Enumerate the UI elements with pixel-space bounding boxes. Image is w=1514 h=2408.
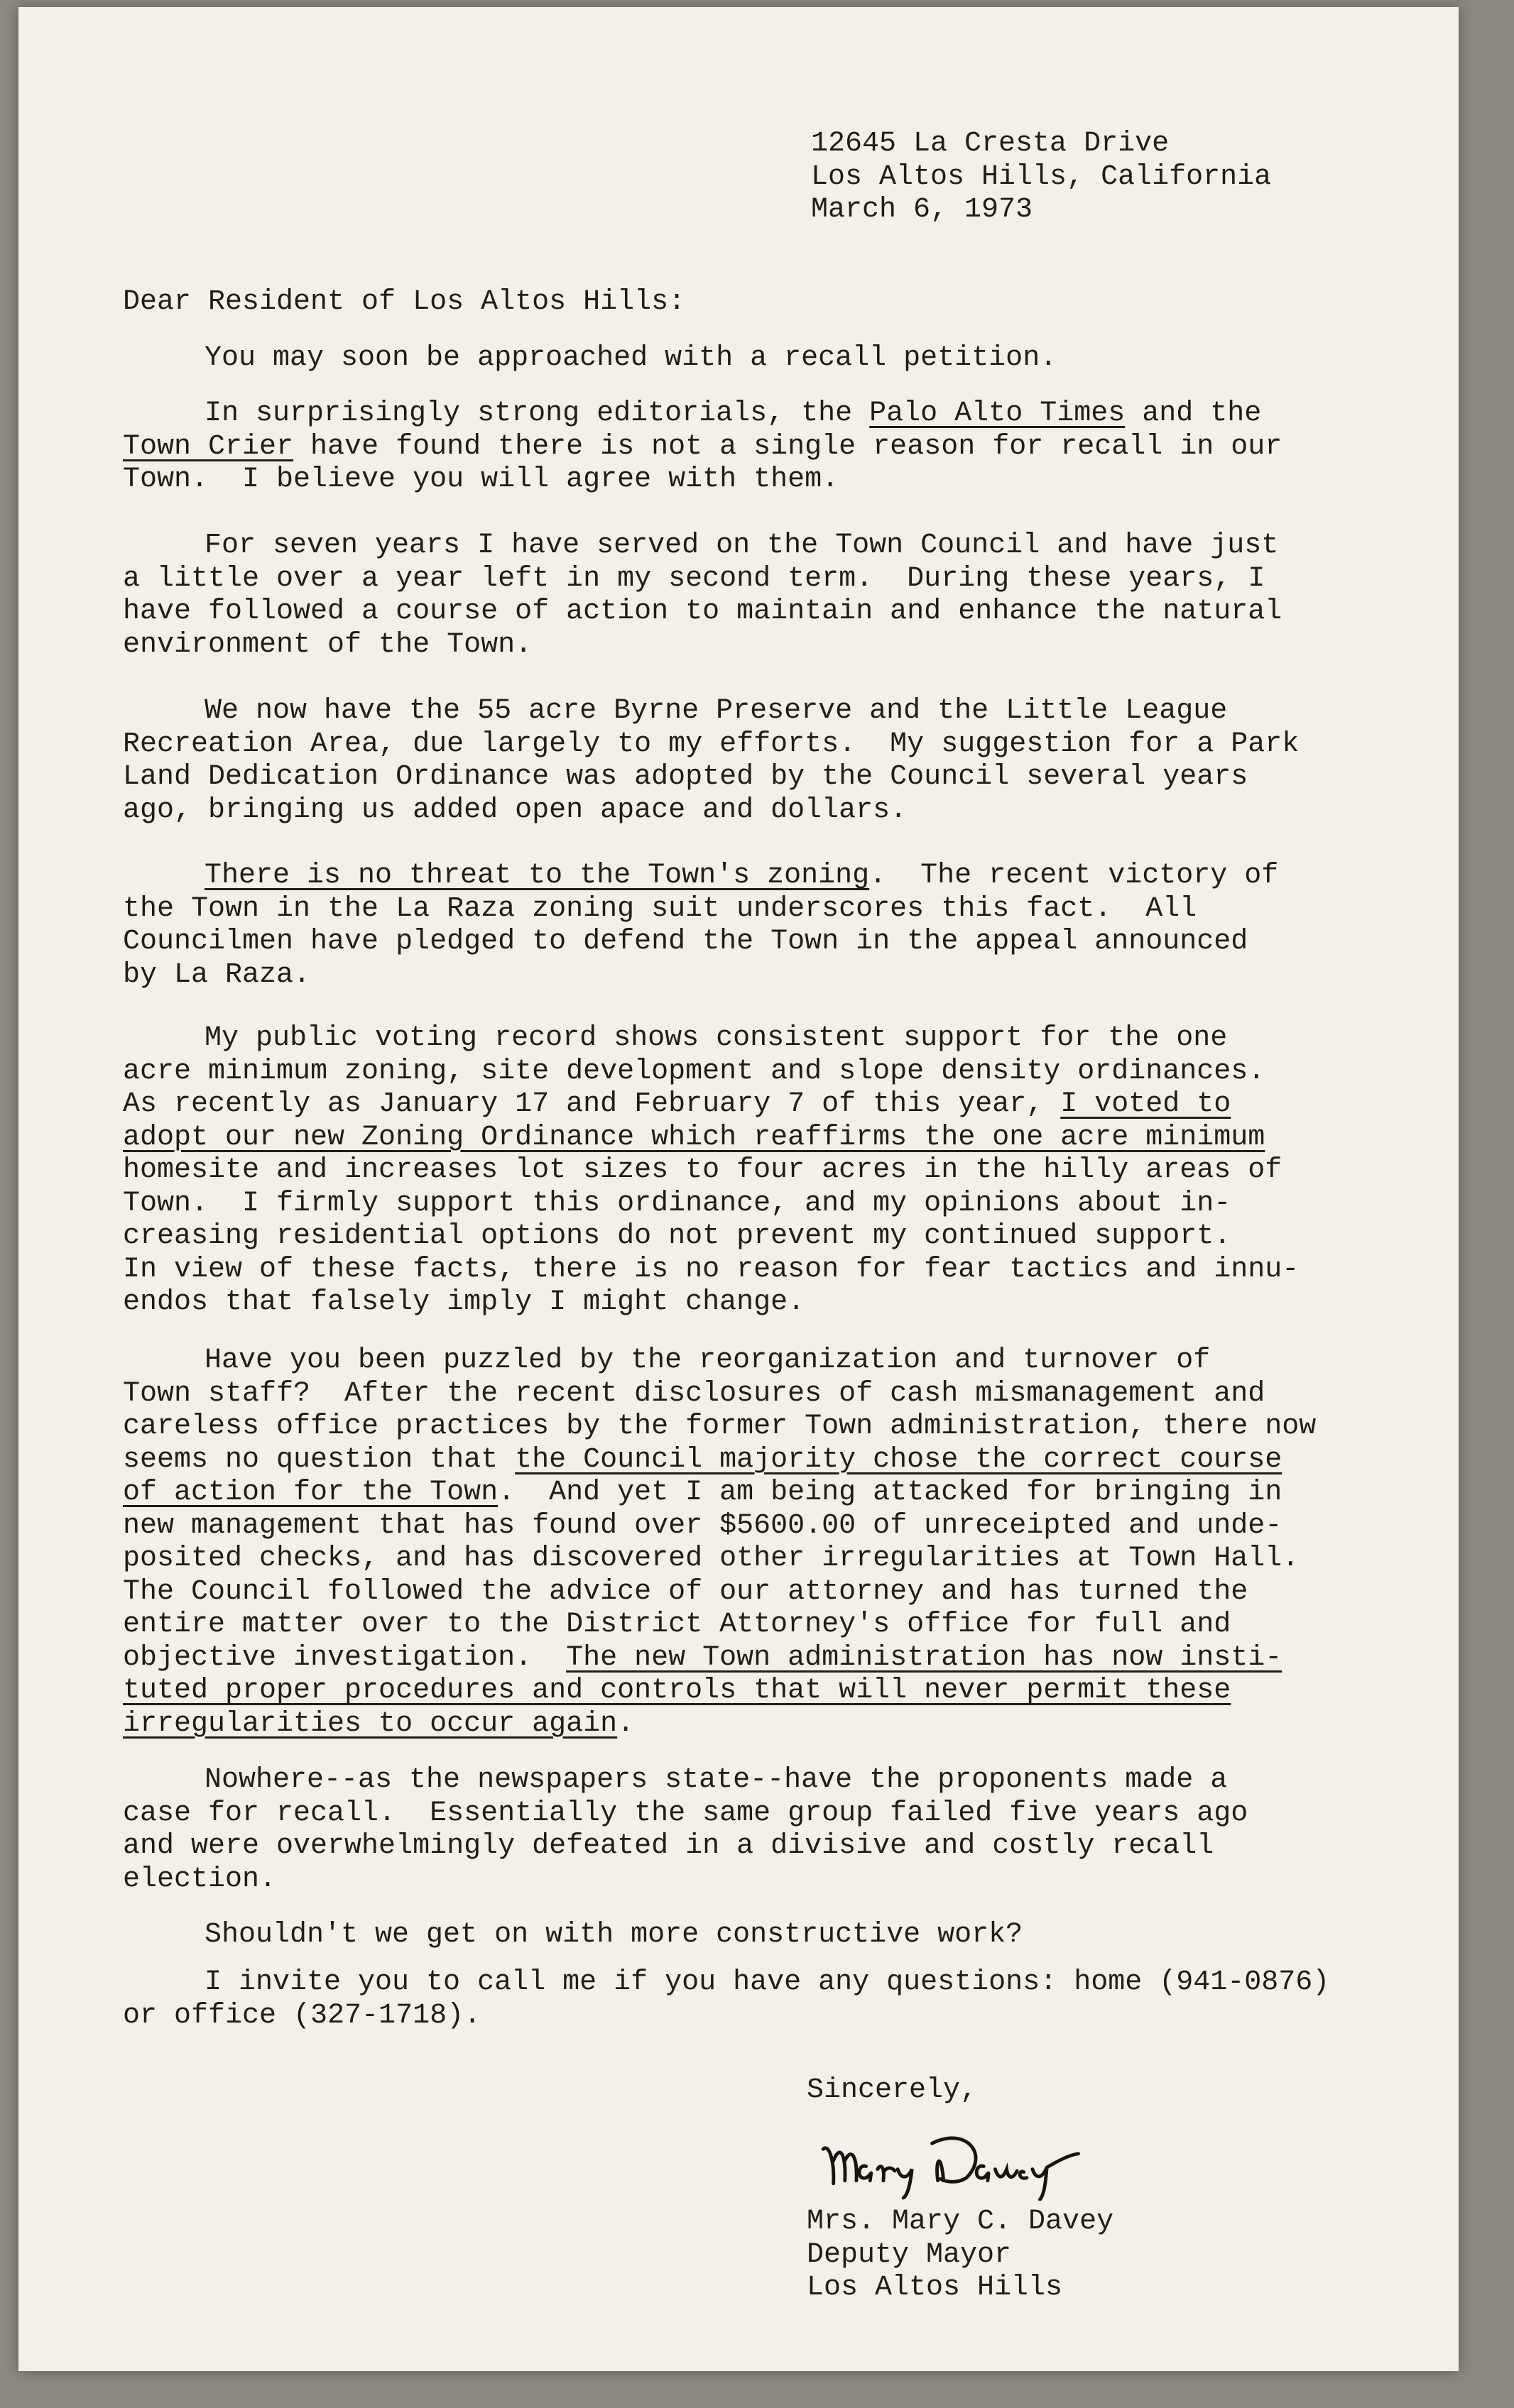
letter-date: March 6, 1973 <box>811 194 1033 226</box>
signer-name: Mrs. Mary C. Davey <box>807 2206 1114 2238</box>
text-line <box>123 1444 1316 1477</box>
text-segment: environment of the Town. <box>123 628 533 661</box>
text-line <box>123 1864 1248 1897</box>
text-segment: endos that falsely imply I might change. <box>123 1286 805 1318</box>
signer-town: Los Altos Hills <box>807 2272 1063 2304</box>
paragraph <box>123 1022 1299 1320</box>
text-segment: or office (327-1718). <box>123 1999 481 2032</box>
text-segment: As recently as January 17 and February 7 of this year, <box>123 1088 1061 1120</box>
text-segment: acre minimum zoning, site development and slope density ordinances. <box>123 1055 1265 1088</box>
text-line <box>123 728 1299 762</box>
text-segment: . <box>617 1707 635 1740</box>
text-segment: For seven years I have served on the Town Council and have just <box>205 530 1279 562</box>
paragraph <box>123 1764 1248 1896</box>
text-segment: My public voting record shows consistent support for the one <box>205 1022 1228 1054</box>
text-line <box>123 342 1057 376</box>
text-line <box>123 1543 1316 1576</box>
text-segment: In view of these facts, there is no reason for fear tactics and innu- <box>123 1253 1300 1286</box>
text-segment: seems no question that <box>123 1443 516 1476</box>
signature-image <box>817 2126 1187 2201</box>
text-line <box>123 596 1282 629</box>
text-segment: The Council followed the advice of our attorney and has turned the <box>123 1575 1248 1608</box>
text-line <box>123 1510 1316 1543</box>
text-line <box>123 1088 1299 1122</box>
text-segment: . And yet I am being attacked for bringing in <box>498 1477 1282 1509</box>
text-line <box>123 1254 1299 1287</box>
underlined-text: the Council majority chose the correct course <box>515 1443 1282 1476</box>
text-segment: Nowhere--as the newspapers state--have the proponents made a <box>205 1764 1228 1796</box>
text-segment: and were overwhelmingly defeated in a divisive and costly recall <box>123 1830 1214 1862</box>
underlined-text: Town Crier <box>123 430 294 463</box>
text-line <box>123 629 1282 662</box>
text-segment: careless office practices by the former Town administration, there now <box>123 1411 1317 1443</box>
text-line <box>123 1188 1299 1221</box>
text-line <box>123 1675 1316 1708</box>
text-segment: Recreation Area, due largely to my efforts. My suggestion for a Park <box>123 728 1300 760</box>
text-segment: Town. I firmly support this ordinance, and my opinions about in- <box>123 1187 1231 1220</box>
text-segment: case for recall. Essentially the same group failed five years ago <box>123 1797 1248 1829</box>
paragraph <box>123 342 1057 376</box>
text-line <box>123 1122 1299 1155</box>
text-line <box>123 464 1282 497</box>
text-line <box>123 1609 1316 1642</box>
text-segment: Town staff? After the recent disclosures of cash mismanagement and <box>123 1377 1265 1410</box>
text-line <box>123 1286 1299 1320</box>
text-segment: the Town in the La Raza zoning suit underscores this fact. All <box>123 892 1197 925</box>
text-segment: a little over a year left in my second term. During these years, I <box>123 562 1265 595</box>
text-segment: ago, bringing us added open apace and dollars. <box>123 794 908 826</box>
text-line <box>123 1220 1299 1254</box>
signature-block <box>807 2206 1113 2305</box>
underlined-text: I voted to <box>1060 1088 1231 1120</box>
underlined-text: adopt our new Zoning Ordinance which reaffirms the one acre minimum <box>123 1121 1265 1154</box>
text-segment: . The recent victory of <box>869 860 1279 892</box>
paragraph <box>123 398 1282 497</box>
text-line <box>123 1576 1316 1609</box>
text-segment: creasing residential options do not prevent my continued support. <box>123 1220 1231 1252</box>
text-segment: new management that has found over $5600.00 of unreceipted and unde- <box>123 1509 1282 1542</box>
text-segment: In surprisingly strong editorials, the <box>205 398 870 429</box>
text-line <box>123 1797 1248 1831</box>
text-line <box>123 1708 1316 1741</box>
text-segment: homesite and increases lot sizes to four acres in the hilly areas of <box>123 1154 1282 1186</box>
text-segment: objective investigation. <box>123 1641 567 1674</box>
text-line <box>123 431 1282 464</box>
closing: Sincerely, <box>807 2074 978 2106</box>
sender-address <box>811 128 1271 227</box>
text-segment: We now have the 55 acre Byrne Preserve and the Little League <box>205 695 1228 727</box>
underlined-text: of action for the Town <box>123 1477 499 1509</box>
text-segment: election. <box>123 1863 277 1895</box>
underlined-text: There is no threat to the Town's zoning <box>205 860 870 892</box>
signer-title: Deputy Mayor <box>807 2238 1012 2271</box>
text-segment: Land Dedication Ordinance was adopted by the Council several years <box>123 761 1248 793</box>
text-line <box>123 1345 1316 1378</box>
address-street: 12645 La Cresta Drive <box>811 128 1170 160</box>
text-line <box>123 1830 1248 1864</box>
text-line <box>123 860 1278 893</box>
letter-page <box>18 7 1459 2371</box>
text-line <box>123 1056 1299 1089</box>
underlined-text: tuted proper procedures and controls that will never permit these <box>123 1675 1231 1707</box>
text-line <box>123 398 1282 431</box>
text-line <box>123 926 1278 959</box>
text-segment: and the <box>1125 398 1262 429</box>
text-segment: I invite you to call me if you have any questions: home (941-0876) <box>205 1966 1330 1998</box>
text-line <box>123 530 1282 563</box>
text-segment: Shouldn't we get on with more constructive work? <box>205 1919 1023 1951</box>
text-segment: Town. I believe you will agree with them. <box>123 464 839 496</box>
underlined-text: Palo Alto Times <box>869 398 1126 429</box>
text-line <box>123 1411 1316 1444</box>
paragraph <box>123 1919 1023 1952</box>
paragraph <box>123 1345 1316 1741</box>
text-line <box>123 1764 1248 1797</box>
text-line <box>123 1642 1316 1675</box>
text-line <box>123 761 1299 794</box>
text-line <box>123 1919 1023 1952</box>
text-line <box>123 1477 1316 1510</box>
text-line <box>123 959 1278 992</box>
text-segment: entire matter over to the District Attorney's office for full and <box>123 1609 1231 1641</box>
text-segment: posited checks, and has discovered other irregularities at Town Hall. <box>123 1543 1300 1575</box>
text-segment: Councilmen have pledged to defend the Town in the appeal announced <box>123 926 1248 958</box>
underlined-text: irregularities to occur again <box>123 1707 618 1740</box>
text-line <box>123 2000 1329 2033</box>
text-segment: have found there is not a single reason for recall in our <box>293 430 1282 463</box>
text-segment: Have you been puzzled by the reorganization and turnover of <box>205 1345 1211 1377</box>
text-line <box>123 1378 1316 1411</box>
paragraph <box>123 695 1299 827</box>
paragraph <box>123 530 1282 662</box>
text-line <box>123 1022 1299 1056</box>
text-segment: by La Raza. <box>123 958 311 991</box>
address-city: Los Altos Hills, California <box>811 160 1272 193</box>
text-segment: You may soon be approached with a recall petition. <box>205 342 1057 374</box>
paragraph <box>123 1966 1329 2032</box>
text-line <box>123 695 1299 728</box>
text-line <box>123 1154 1299 1188</box>
salutation: Dear Resident of Los Altos Hills: <box>123 286 686 318</box>
text-line <box>123 563 1282 596</box>
text-line <box>123 893 1278 926</box>
text-line <box>123 794 1299 828</box>
text-segment: have followed a course of action to maintain and enhance the natural <box>123 596 1282 628</box>
underlined-text: The new Town administration has now insti- <box>566 1641 1282 1674</box>
paragraph <box>123 860 1278 992</box>
text-line <box>123 1966 1329 2000</box>
